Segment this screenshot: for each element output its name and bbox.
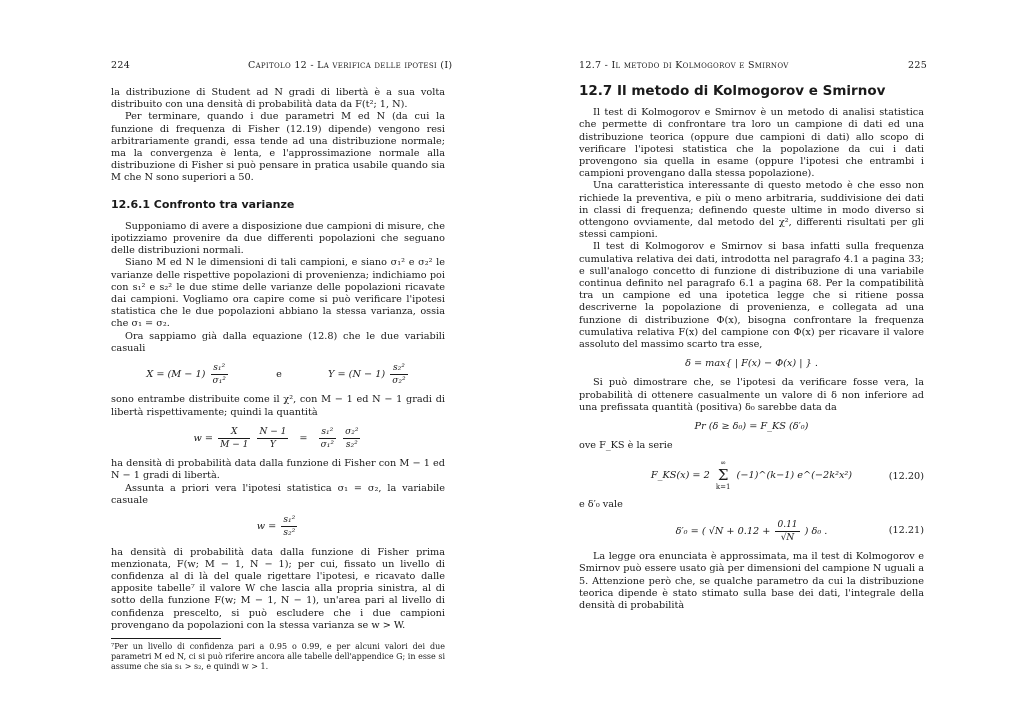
equation-series	[579, 459, 924, 492]
frac-den: σ₂²	[392, 376, 406, 387]
frac-num: σ₂²	[343, 426, 360, 439]
paragraph: ha densità di probabilità data dalla funzione di Fisher prima menzionata, F(w; M − 1, N − 1); per cui, fissato un livello di confidenza al di là del quale rigettare l'ipotesi, e ricavato dalle apposite tabelle⁷ il valore W che lascia alla propria sinistra, al di sotto della funzione F(w; M − 1, N − 1), un'area pari al livello di confidenza prescelto, si può escludere che i due campioni provengano da popolazioni con la stessa varianza se w > W.	[111, 546, 445, 631]
eq-term: F_KS(x) = 2	[650, 470, 710, 482]
fraction	[211, 362, 228, 387]
fraction	[775, 519, 799, 544]
frac-den: σ₁²	[320, 440, 334, 451]
equation-w	[111, 426, 445, 451]
paragraph: La legge ora enunciata è approssimata, ma il test di Kolmogorov e Smirnov può essere usato già per dimensioni del campione N uguali a 5. Attenzione però che, se qualche parametro da cui la distribuzione teorica dipende è stato stimato sulla base dei dati, l'integrale della densità di probabilità	[579, 551, 924, 611]
paragraph: Ora sappiamo già dalla equazione (12.8) che le due variabili casuali	[111, 330, 445, 354]
frac-den: √N	[780, 532, 795, 543]
frac-num: s₂²	[390, 362, 407, 375]
right-page-number: 225	[908, 60, 928, 71]
footnote-rule	[111, 638, 221, 639]
right-running-head: 12.7 - Il metodo di Kolmogorov e Smirnov	[579, 60, 789, 71]
eq-term: w =	[256, 521, 277, 533]
frac-num: s₁²	[211, 362, 228, 375]
equation-w-ratio	[111, 514, 445, 539]
fraction	[319, 426, 336, 451]
frac-num: X	[218, 426, 250, 439]
fraction	[281, 514, 297, 539]
eq-term: X = (M − 1)	[146, 369, 206, 381]
sum-sign: Σ	[717, 466, 729, 485]
paragraph: e δ′₀ vale	[579, 499, 623, 511]
paragraph: Il test di Kolmogorov e Smirnov è un metodo di analisi statistica che permette di confrontare tra loro un campione di dati ed una distribuzione teorica (oppure due campioni di dati) allo scopo di verificare l'ipotesi statistica che la popolazione da cui i dati provengono sia quella in esame (oppure l'ipotesi che entrambi i campioni provengano dalla stessa popolazione).	[579, 107, 924, 180]
paragraph: Supponiamo di avere a disposizione due campioni di misure, che ipotizziamo provenire da due differenti popolazioni che seguano delle distribuzioni normali.	[111, 220, 445, 257]
paragraph: Siano M ed N le dimensioni di tali campioni, e siano σ₁² e σ₂² le varianze delle rispettive popolazioni di provenienza; indichiamo poi con s₁² e s₂² le due stime delle varianze delle popolazioni ricavate dai campioni. Vogliamo ora capire come si può verificare l'ipotesi statistica che le due popolazioni abbiano la stessa varianza, ossia che σ₁ = σ₂.	[111, 257, 445, 330]
paragraph: Una caratteristica interessante di questo metodo è che esso non richiede la preventiva, e più o meno arbitraria, suddivisione dei dati in classi di frequenza; definendo queste ultime in modo diverso si ottengono ovviamente, dal metodo del χ², differenti risultati per gli stessi campioni.	[579, 180, 924, 241]
right-text-column	[579, 85, 924, 612]
sum-upper: ∞	[720, 459, 727, 468]
eq-term: ) δ₀ .	[804, 525, 828, 537]
eq-term: Y = (N − 1)	[328, 369, 386, 381]
eq-term: δ′₀ = ( √N + 0.12 +	[675, 525, 771, 537]
paragraph: Assunta a priori vera l'ipotesi statistica σ₁ = σ₂, la variabile casuale	[111, 482, 445, 506]
summation	[716, 459, 731, 492]
frac-num: s₁²	[319, 426, 336, 439]
frac-num: s₁²	[281, 514, 297, 527]
paragraph: sono entrambe distribuite come il χ², con M − 1 ed N − 1 gradi di libertà rispettivamente; quindi la quantità	[111, 394, 445, 418]
fraction	[257, 426, 288, 451]
frac-num: 0.11	[775, 519, 799, 532]
paragraph: Si può dimostrare che, se l'ipotesi da verificare fosse vera, la probabilità di ottenere casualmente un valore di δ non inferiore ad una prefissata quantità (positiva) δ₀ sarebbe data da	[579, 377, 924, 413]
frac-den: s₂²	[345, 440, 358, 451]
equation-x-y	[111, 362, 445, 387]
fraction	[390, 362, 407, 387]
left-page-number: 224	[111, 60, 131, 71]
frac-den: s₂²	[283, 528, 296, 539]
subsection-title: 12.6.1 Confronto tra varianze	[111, 197, 295, 211]
equation-delta: δ = max{ | F(x) − Φ(x) | } .	[685, 358, 818, 370]
frac-den: σ₁²	[212, 376, 226, 387]
frac-num: N − 1	[257, 426, 288, 439]
fraction	[218, 426, 250, 451]
paragraph: Il test di Kolmogorov e Smirnov si basa infatti sulla frequenza cumulativa relativa dei dati, introdotta nel paragrafo 4.1 a pagina 33; e sull'analogo concetto di funzione di distribuzione di una variabile continua definito nel paragrafo 6.1 a pagina 68. Per la compatibilità tra un campione ed una ipotetica legge che si ritiene possa descriverne la popolazione di provenienza, e collegata ad una funzione di distribuzione Φ(x), bisogna confrontare la frequenza cumulativa relativa F(x) del campione con Φ(x) per ricavare il valore assoluto del massimo scarto tra esse,	[579, 241, 924, 351]
paragraph: ha densità di probabilità data dalla funzione di Fisher con M − 1 ed N − 1 gradi di libertà.	[111, 458, 445, 482]
fraction	[343, 426, 360, 451]
paragraph: Per terminare, quando i due parametri M ed N (da cui la funzione di frequenza di Fisher (12.19) dipende) vengono resi arbitrariamente grandi, essa tende ad una distribuzione normale; ma la convergenza è lenta, e l'approssimazione normale alla distribuzione di Fisher si può pensare in pratica usabile quando sia M che N sono superiori a 50.	[111, 111, 445, 184]
eq-term: w =	[193, 433, 214, 445]
footnote: ⁷Per un livello di confidenza pari a 0.95 o 0.99, e per alcuni valori dei due parametri M ed N, ci si può riferire ancora alle tabelle dell'appendice G; in esse si assume che sia s₁ > s₂, e quindi w > 1.	[111, 641, 445, 671]
eq-equals: =	[299, 433, 308, 445]
equation-probability: Pr (δ ≥ δ₀) = F_KS (δ′₀)	[694, 421, 809, 433]
paragraph: ove F_KS è la serie	[579, 440, 673, 452]
right-page	[512, 0, 1024, 724]
eq-term: (−1)^(k−1) e^(−2k²x²)	[736, 470, 853, 482]
frac-den: M − 1	[220, 440, 249, 451]
frac-den: Y	[269, 440, 276, 451]
left-running-head: Capitolo 12 - La verifica delle ipotesi (I)	[248, 60, 453, 71]
equation-delta0	[579, 519, 924, 544]
left-text-column	[111, 87, 445, 672]
equation-number: (12.20)	[888, 471, 924, 483]
sum-lower: k=1	[715, 483, 731, 492]
paragraph: la distribuzione di Student ad N gradi di libertà è a sua volta distribuito con una densità di probabilità data da F(t²; 1, N).	[111, 87, 445, 111]
eq-conjunction: e	[276, 369, 282, 381]
section-title: 12.7 Il metodo di Kolmogorov e Smirnov	[579, 83, 886, 99]
equation-number: (12.21)	[888, 524, 924, 536]
